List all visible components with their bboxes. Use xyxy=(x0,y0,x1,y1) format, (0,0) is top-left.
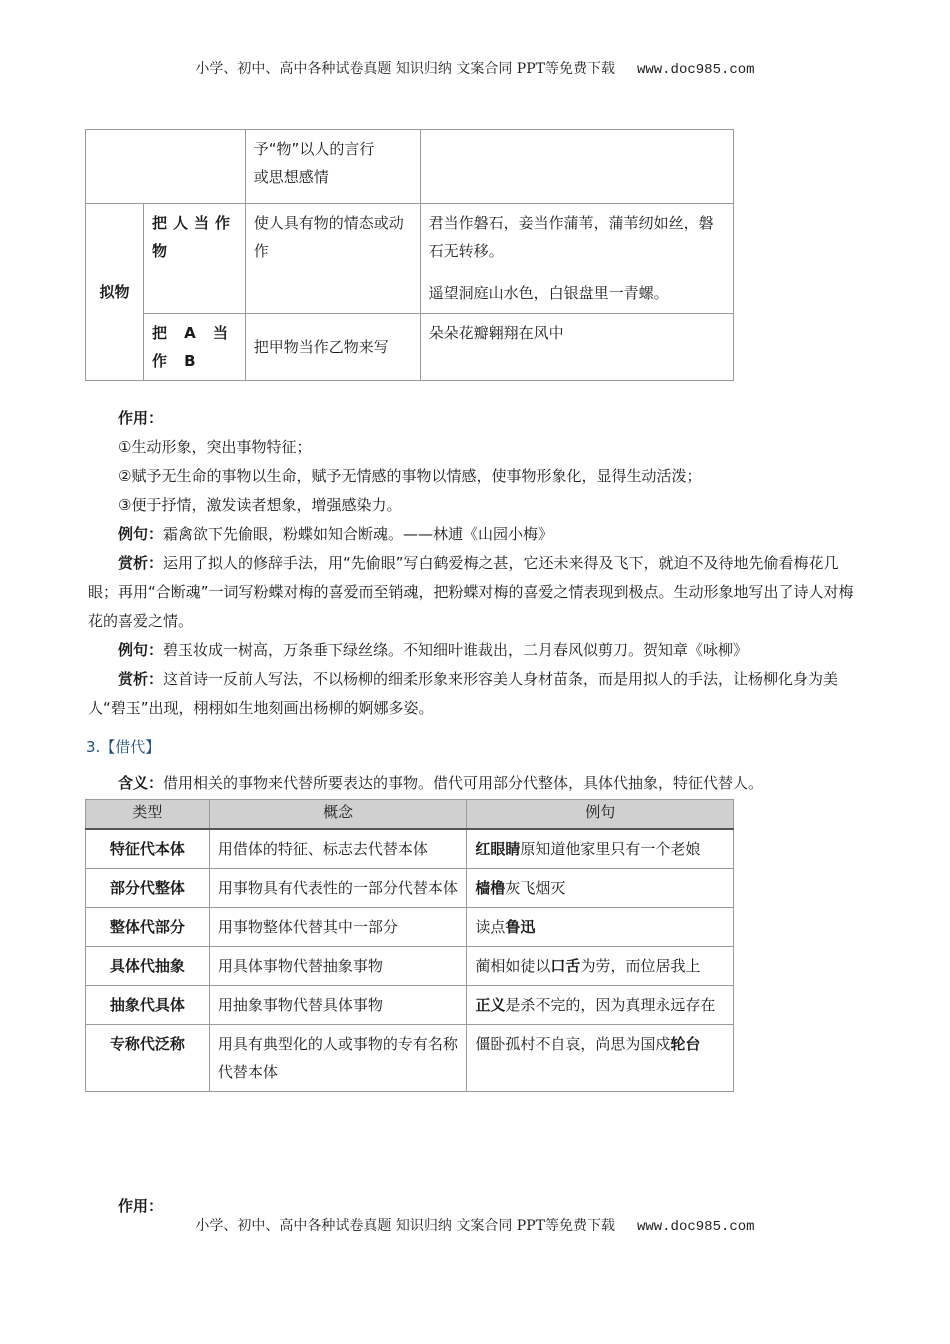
metonymy-table xyxy=(85,799,734,1092)
row-concept: 用事物整体代替其中一部分 xyxy=(209,908,467,947)
page-header xyxy=(0,58,950,78)
footer-url: www.doc985.com xyxy=(636,1219,755,1235)
definition-label: 含义： xyxy=(118,774,164,792)
example-1: 霜禽欲下先偷眼，粉蝶如知合断魂。——林逋《山园小梅》 xyxy=(163,525,554,543)
row-type: 抽象代具体 xyxy=(86,986,210,1025)
table1-row0-example xyxy=(420,130,733,204)
row-concept: 用具体事物代替抽象事物 xyxy=(209,947,467,986)
table1-row1-subtype: 把人当作物 xyxy=(143,204,245,314)
effect-item-1: ①生动形象，突出事物特征； xyxy=(118,438,312,456)
row-concept: 用借体的特征、标志去代替本体 xyxy=(209,829,467,869)
table1-row2-example: 朵朵花瓣翱翔在风中 xyxy=(420,314,733,381)
table-row xyxy=(86,869,734,908)
example-2: 碧玉妆成一树高，万条垂下绿丝绦。不知细叶谁裁出，二月春风似剪刀。贺知章《咏柳》 xyxy=(163,641,749,659)
metonymy-definition xyxy=(88,769,863,798)
personification-table xyxy=(85,129,734,381)
table-row xyxy=(86,829,734,869)
effect-label: 作用： xyxy=(118,409,164,427)
section-heading xyxy=(86,733,861,762)
table-row xyxy=(86,1025,734,1092)
footer-text: 小学、初中、高中各种试卷真题 知识归纳 文案合同 PPT等免费下载 xyxy=(195,1218,615,1234)
table1-row2-concept: 把甲物当作乙物来写 xyxy=(245,314,420,381)
row-type: 具体代抽象 xyxy=(86,947,210,986)
row-concept: 用具有典型化的人或事物的专有名称代替本体 xyxy=(209,1025,467,1092)
table-row xyxy=(86,986,734,1025)
example-label-1: 例句： xyxy=(118,525,164,543)
effect-item-3: ③便于抒情，激发读者想象，增强感染力。 xyxy=(118,496,402,514)
page-footer xyxy=(0,1215,950,1235)
row-concept: 用事物具有代表性的一部分代替本体 xyxy=(209,869,467,908)
row-example: 正义是杀不完的，因为真理永远存在 xyxy=(467,986,734,1025)
section-title: 3.【借代】 xyxy=(86,738,161,756)
analysis-label-2: 赏析： xyxy=(118,670,164,688)
table1-row1-example xyxy=(420,204,733,314)
row-example: 蔺相如徒以口舌为劳，而位居我上 xyxy=(467,947,734,986)
table1-row0-concept-line2: 或思想感情 xyxy=(253,168,329,186)
table1-empty-cell xyxy=(86,130,246,204)
header-type: 类型 xyxy=(86,800,210,830)
row-type: 部分代整体 xyxy=(86,869,210,908)
row-example: 樯橹灰飞烟灭 xyxy=(467,869,734,908)
header-text: 小学、初中、高中各种试卷真题 知识归纳 文案合同 PPT等免费下载 xyxy=(195,61,615,77)
analysis-label-1: 赏析： xyxy=(118,554,164,572)
table1-row1-example-line1: 君当作磐石，妾当作蒲苇，蒲苇纫如丝，磐石无转移。 xyxy=(428,214,714,260)
analysis-2: 这首诗一反前人写法，不以杨柳的细柔形象来形容美人身材苗条，而是用拟人的手法，让杨柳化身为美人“碧玉”出现，栩栩如生地刻画出杨柳的婀娜多姿。 xyxy=(88,670,839,717)
table1-row0-concept xyxy=(245,130,420,204)
table-row xyxy=(86,908,734,947)
table1-category-label: 拟物 xyxy=(86,204,144,381)
row-example: 读点鲁迅 xyxy=(467,908,734,947)
row-type: 专称代泛称 xyxy=(86,1025,210,1092)
effect-item-2: ②赋予无生命的事物以生命，赋予无情感的事物以情感，使事物形象化，显得生动活泼； xyxy=(118,467,702,485)
table1-row2-subtype: 把 A 当作 B xyxy=(143,314,245,381)
effect-label-2: 作用： xyxy=(118,1197,164,1215)
row-concept: 用抽象事物代替具体事物 xyxy=(209,986,467,1025)
table1-row0-concept-line1: 予“物”以人的言行 xyxy=(253,140,375,158)
definition-text: 借用相关的事物来代替所要表达的事物。借代可用部分代整体，具体代抽象，特征代替人。 xyxy=(163,774,764,792)
header-example: 例句 xyxy=(467,800,734,830)
table-row xyxy=(86,947,734,986)
analysis-1: 运用了拟人的修辞手法，用“先偷眼”写白鹤爱梅之甚，它还未来得及飞下，就迫不及待地先偷看梅花几眼；再用“合断魂”一词写粉蝶对梅的喜爱而至销魂，把粉蝶对梅的喜爱之情表现到极点。生动形象地写出了诗人对梅花的喜爱之情。 xyxy=(88,554,854,630)
row-type: 整体代部分 xyxy=(86,908,210,947)
row-example: 僵卧孤村不自哀，尚思为国戍轮台 xyxy=(467,1025,734,1092)
table1-row1-example-line2: 遥望洞庭山水色，白银盘里一青螺。 xyxy=(428,284,669,302)
header-url: www.doc985.com xyxy=(636,62,755,78)
row-type: 特征代本体 xyxy=(86,829,210,869)
table1-row1-concept: 使人具有物的情态或动作 xyxy=(245,204,420,314)
row-example: 红眼睛原知道他家里只有一个老娘 xyxy=(467,829,734,869)
example-label-2: 例句： xyxy=(118,641,164,659)
header-concept: 概念 xyxy=(209,800,467,830)
personification-notes xyxy=(88,404,863,723)
